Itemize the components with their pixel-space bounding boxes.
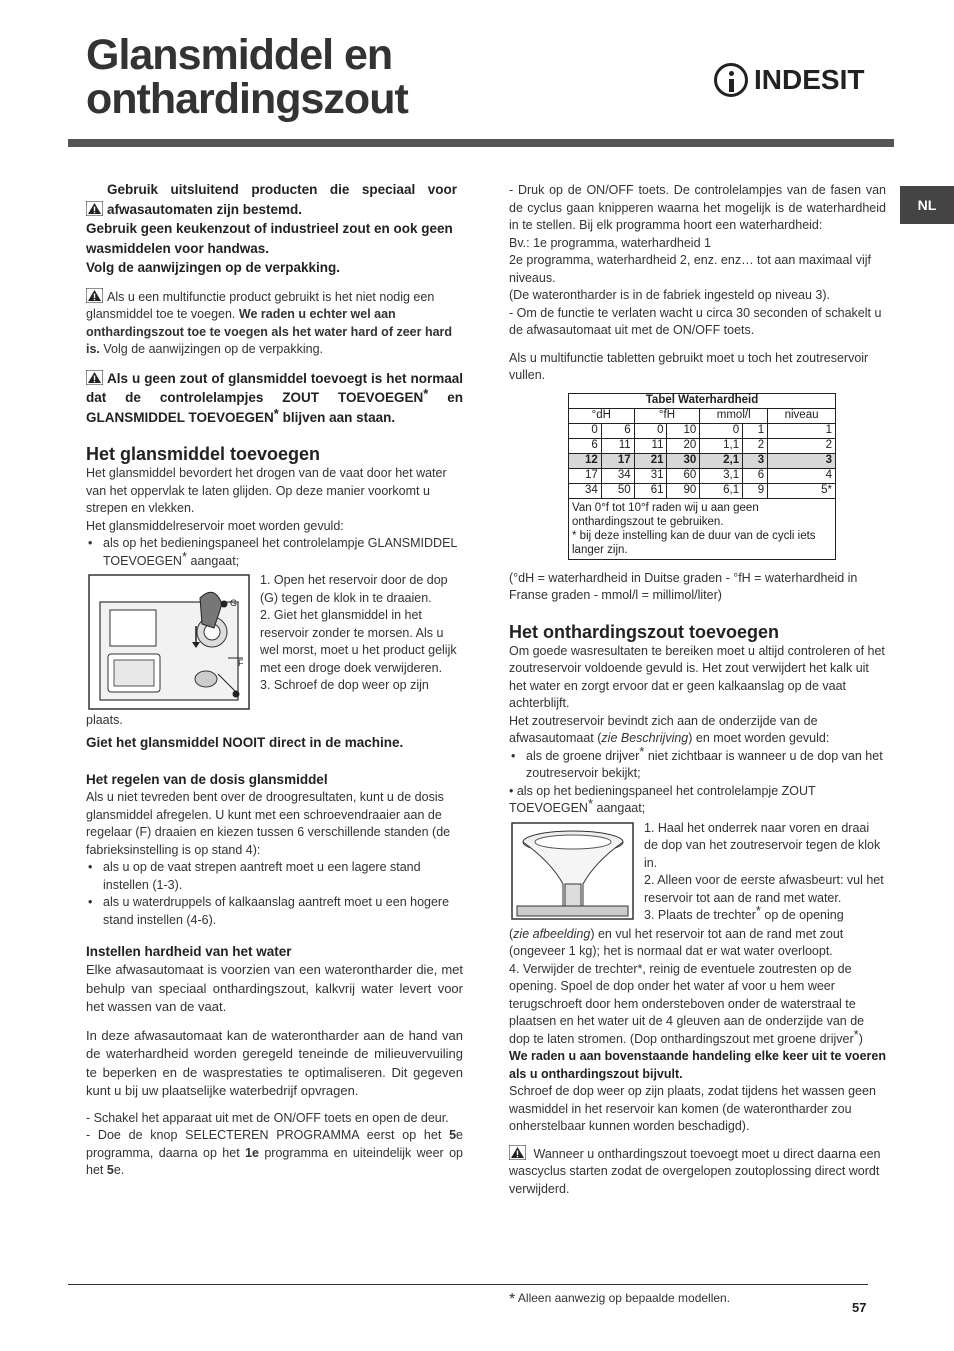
title-line-2: onthardingszout — [86, 75, 408, 123]
table-header: °dH — [569, 408, 635, 423]
right-paragraph-3: 2e programma, waterhardheid 2, enz. enz… tot aan maximaal vijf niveaus. — [509, 253, 871, 285]
zout-step-2: 2. Alleen voor de eerste afwasbeurt: vul het reservoir tot aan de rand met water. — [644, 873, 884, 905]
glans-bullet: • als op het bedieningspaneel het controlelampje GLANSMIDDEL TOEVOEGEN* aangaat; — [86, 535, 463, 570]
table-row: 17 34 31 60 3,1 6 4 — [569, 468, 836, 483]
glans-step-2: 2. Giet het glansmiddel in het reservoir zonder te morsen. Als u wel morst, moet u het product gelijk met een droge doek verwijderen. — [260, 608, 457, 675]
glans-never-warning: Giet het glansmiddel NOOIT direct in de machine. — [86, 735, 404, 750]
hardness-legend: (°dH = waterhardheid in Duitse graden - °fH = waterhardheid in Franse graden - mmol/l = millimol/liter) — [509, 570, 858, 602]
zout-paragraph-2: Het zoutreservoir bevindt zich aan de onderzijde van de afwasautomaat (zie Beschrijving) en moet worden gevuld: — [509, 713, 830, 745]
brand-name: INDESIT — [754, 64, 865, 95]
footer-rule — [68, 1284, 868, 1285]
language-tab: NL — [900, 186, 954, 224]
table-header: mmol/l — [700, 408, 768, 423]
warning-icon — [86, 370, 103, 385]
warning-1-line-2: Gebruik geen keukenzout of industrieel zout en ook geen wasmiddelen voor handwas. — [86, 221, 453, 256]
right-column — [509, 182, 886, 1198]
indesit-logo-icon — [714, 63, 748, 97]
glans-figure-block — [86, 572, 463, 734]
dosis-paragraph: Als u niet tevreden bent over de droogresultaten, kunt u de dosis glansmiddel afregelen. U kunt met een schroevendraaier aan de regelaar (F) draaien en kiezen tussen 6 verschillende standen (de fabrieksinstelling is op stand 4): — [86, 790, 451, 857]
title-line-1: Glansmiddel en — [86, 31, 393, 79]
heading-glansmiddel: Het glansmiddel toevoegen — [86, 444, 321, 464]
dosis-bullet-1: • als u op de vaat strepen aantreft moet u een lagere stand instellen (1-3). — [86, 859, 463, 894]
header-rule — [68, 139, 894, 147]
warning-icon — [509, 1145, 526, 1160]
heading-onthardingszout: Het onthardingszout toevoegen — [509, 621, 779, 642]
zout-steps — [644, 820, 886, 925]
warning-1-line-3: Volg de aanwijzingen op de verpakking. — [86, 260, 341, 275]
warning-1-line-1: Gebruik uitsluitend producten die speciaal voor afwasautomaten zijn bestemd. — [107, 182, 457, 217]
glans-step-3-end: plaats. — [86, 713, 123, 727]
hardheid-paragraph-4: - Doe de knop SELECTEREN PROGRAMMA eerst op het 5e programma, daarna op het 1e programma en uiteindelijk weer op het 5e. — [86, 1128, 463, 1177]
zout-paragraph-3: Schroef de dop weer op zijn plaats, zodat tijdens het wassen geen wasmiddel in het reservoir kan komen (de waterontharder zou onherstelbaar kunnen worden beschadigd). — [509, 1084, 876, 1133]
rinse-aid-dispenser-illustration — [88, 574, 250, 710]
warning-block-2: Als u een multifunctie product gebruikt is het niet nodig een glansmiddel toe te voegen. We raden u echter wel aan onthardingszout toe te voegen als het water hard of zeer hard is. Volg de aanwijzingen op de verpakking. — [86, 289, 453, 356]
zout-bold-advice: We raden u aan bovenstaande handeling elke keer uit te voeren als u onthardingszout bijvult. — [509, 1049, 886, 1081]
dosis-bullet-2: • als u waterdruppels of kalkaanslag aantreft moet u een hogere stand instellen (4-6). — [86, 894, 463, 929]
table-title: Tabel Waterhardheid — [569, 393, 836, 408]
table-notes — [569, 498, 836, 559]
heading-hardheid: Instellen hardheid van het water — [86, 944, 292, 959]
page-title — [86, 33, 408, 121]
table-header: niveau — [768, 408, 836, 423]
brand-logo — [714, 60, 864, 100]
glans-paragraph-1: Het glansmiddel bevordert het drogen van de vaat door het water van het oppervlak te laten glijden. Op deze manier voorkomt u strepen en vlekken. — [86, 466, 447, 515]
label-f: F — [238, 658, 244, 668]
table-row: 0 6 0 10 0 1 1 — [569, 423, 836, 438]
zout-figure-block — [509, 820, 886, 926]
table-note-1: Van 0°f tot 10°f raden wij u aan geen onthardingszout te gebruiken. — [572, 501, 759, 528]
zout-bullet-2: • als op het bedieningspaneel het controlelampje ZOUT TOEVOEGEN* aangaat; — [509, 783, 816, 815]
warning-icon — [86, 288, 103, 303]
table-header: °fH — [634, 408, 700, 423]
warning-block-3: Als u geen zout of glansmiddel toevoegt is het normaal dat de controlelampjes ZOUT TOEVOEGEN* en GLANSMIDDEL TOEVOEGEN* blijven aan staan. — [86, 370, 463, 425]
table-row: 34 50 61 90 6,1 9 5* — [569, 483, 836, 498]
warning-icon — [86, 201, 103, 216]
glans-paragraph-2: Het glansmiddelreservoir moet worden gevuld: — [86, 518, 344, 533]
zout-warning: Wanneer u onthardingszout toevoegt moet u direct daarna een wascyclus starten zodat de overgelopen zoutoplossing direct wordt verwijderd. — [509, 1146, 881, 1196]
zout-step-3: 3. Plaats de trechter* op de opening — [644, 903, 844, 922]
left-column — [86, 180, 463, 1180]
right-paragraph-5: - Om de functie te verlaten wacht u circa 30 seconden of schakelt u de afwasautomaat uit met de ON/OFF toets. — [509, 305, 882, 337]
glans-step-3: 3. Schroef de dop weer op zijn — [260, 678, 429, 692]
zout-paragraph-1: Om goede wasresultaten te bereiken moet u altijd controleren of het zoutreservoir voldoende gevuld is. Het zout verwijdert het kalk uit het water en zorgt ervoor dat er geen kalkaanslag op de vaat achterblijft. — [509, 643, 885, 710]
page-number: 57 — [852, 1300, 867, 1315]
funnel-illustration — [511, 822, 634, 920]
footnote — [509, 1291, 730, 1309]
right-paragraph-2: Bv.: 1e programma, waterhardheid 1 — [509, 235, 711, 250]
hardheid-paragraph-1: Elke afwasautomaat is voorzien van een waterontharder die, met behulp van speciaal onthardingszout, kalkvrij water levert voor het wassen van de vaat. — [86, 962, 463, 1014]
right-paragraph-6: Als u multifunctie tabletten gebruikt moet u toch het zoutreservoir vullen. — [509, 350, 869, 382]
water-hardness-table — [568, 393, 836, 560]
right-paragraph-4: (De waterontharder is in de fabriek ingesteld op niveau 3). — [509, 288, 831, 302]
heading-dosis: Het regelen van de dosis glansmiddel — [86, 772, 328, 787]
table-row-highlighted: 12 17 21 30 2,1 3 3 — [569, 453, 836, 468]
hardheid-paragraph-2: In deze afwasautomaat kan de waterontharder aan de hand van de waterhardheid worden geregeld teneinde de milieuvervuiling te beperken en de wasprestaties te optimaliseren. Dit gegeven kunt u bij uw plaatselijke waterbedrijf opvragen. — [86, 1027, 463, 1098]
glans-steps — [260, 572, 464, 695]
table-row: 6 11 11 20 1,1 2 2 — [569, 438, 836, 453]
footnote-text: Alleen aanwezig op bepaalde modellen. — [517, 1291, 731, 1305]
table-note-2: * bij deze instelling kan de duur van de cycli iets langer zijn. — [572, 529, 816, 556]
label-g: G — [230, 598, 238, 608]
zout-bullet-1: • als de groene drijver* niet zichtbaar is wanneer u de dop van het zoutreservoir bekijkt; — [509, 748, 886, 783]
warning-block-1 — [86, 180, 463, 278]
footnote-asterisk: * — [509, 1291, 516, 1308]
hardheid-paragraph-3: - Schakel het apparaat uit met de ON/OFF toets en open de deur. — [86, 1110, 449, 1125]
zout-step-4: 4. Verwijder de trechter*, reinig de eventuele zoutresten op de opening. Spoel de dop onder het water af voor u hem weer terugschroeft door hem ondersteboven onder de waterstraal te plaatsen en het water uit de 4 gleuven aan de onderzijde van de dop te laten stromen. (Dop onthardingszout met groene drijver*) — [509, 961, 865, 1046]
zout-step-1: 1. Haal het onderrek naar voren en draai de dop van het zoutreservoir tegen de klok in. — [644, 820, 881, 870]
zout-step-3-cont: (zie afbeelding) en vul het reservoir tot aan de rand met zout (ongeveer 1 kg); het is normaal dat er wat water overloopt. — [509, 926, 844, 958]
glans-step-1: 1. Open het reservoir door de dop (G) tegen de klok in te draaien. — [260, 573, 448, 605]
right-paragraph-1: - Druk op de ON/OFF toets. De controlelampjes van de fasen van de cyclus gaan knipperen waarna het mogelijk is de waterhardheid in te stellen. Bij elk programma hoort een waterhardheid: — [509, 183, 886, 232]
